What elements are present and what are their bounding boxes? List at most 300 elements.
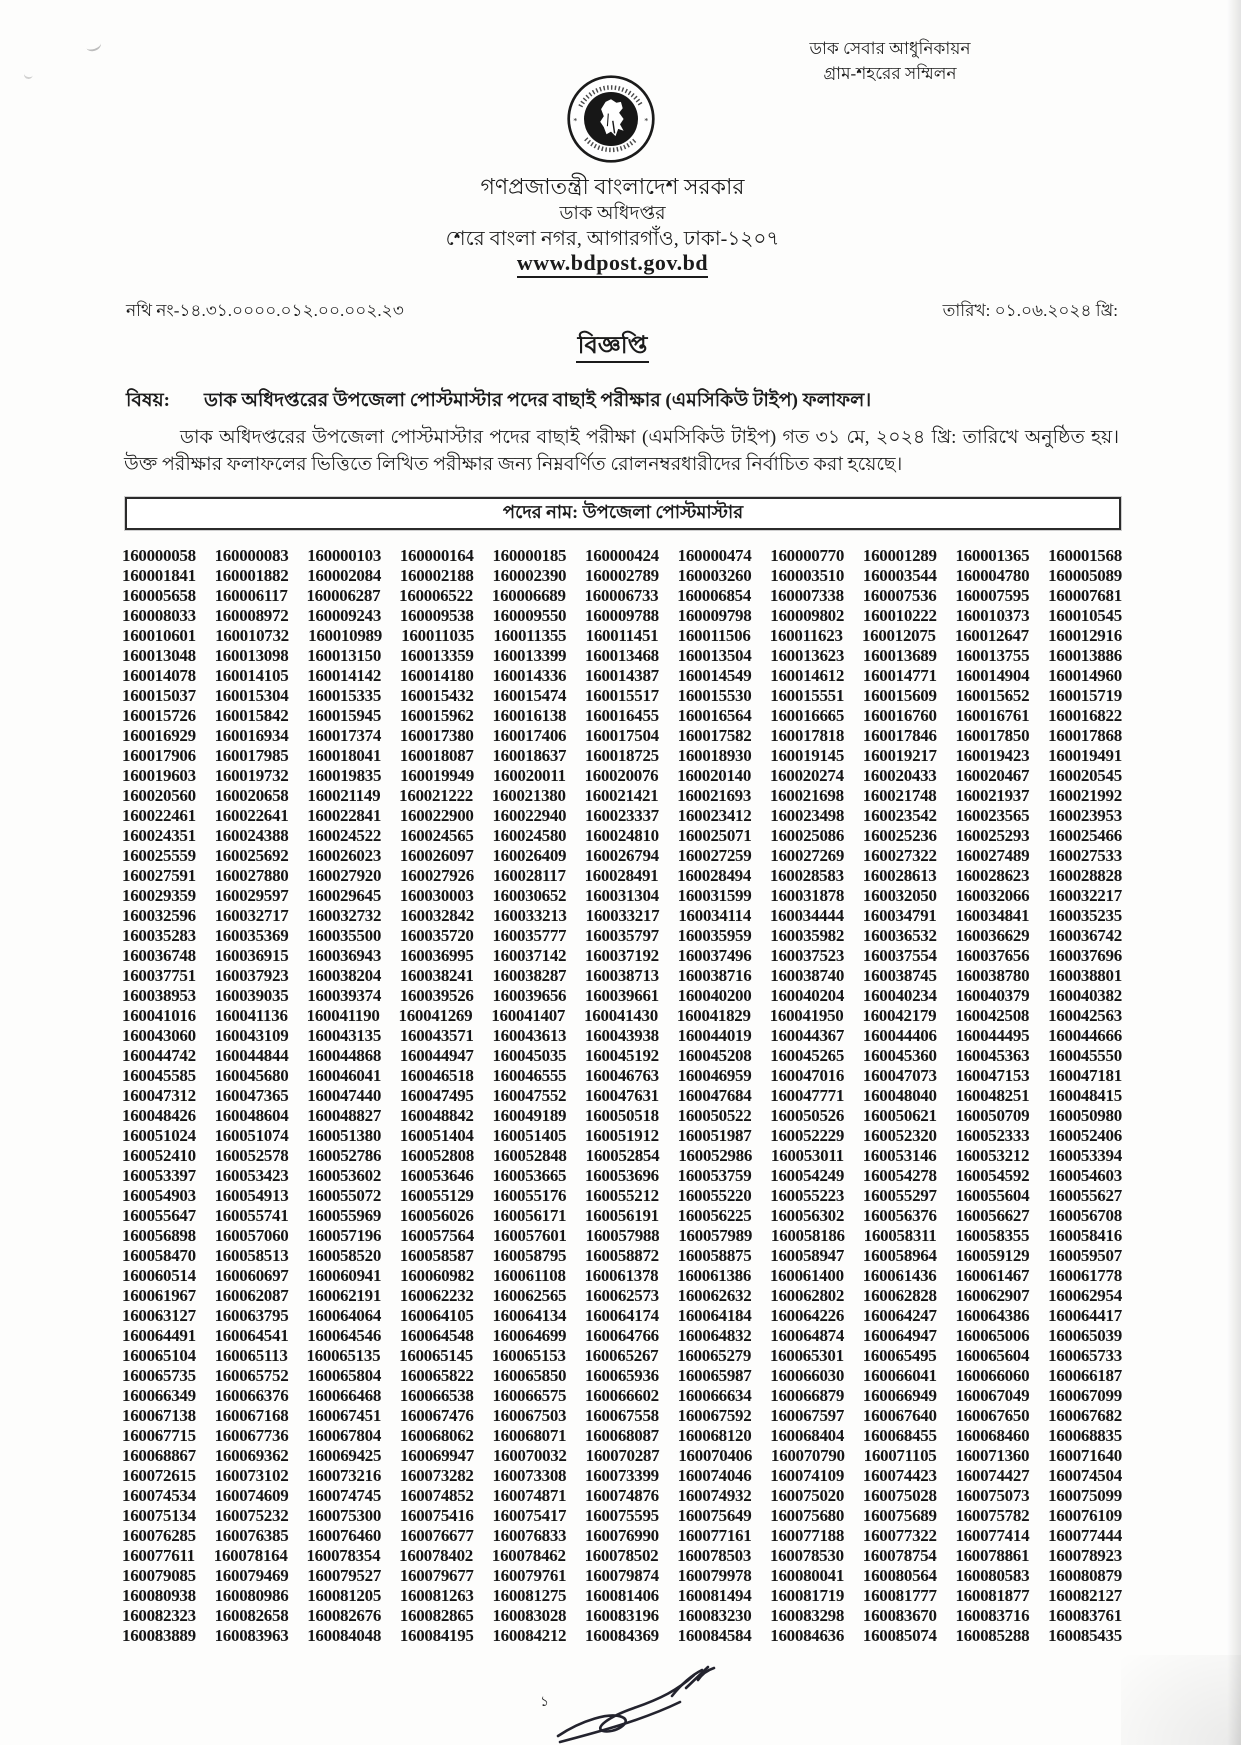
roll-number: 160025466 [1048, 826, 1122, 845]
roll-number: 160080041 [770, 1566, 845, 1585]
roll-number: 160019835 [307, 766, 382, 785]
roll-number: 160020467 [955, 766, 1030, 785]
roll-number: 160048842 [399, 1106, 474, 1125]
government-seal-logo [566, 74, 656, 164]
roll-number: 160079874 [585, 1566, 659, 1585]
roll-number: 160080938 [122, 1586, 196, 1605]
roll-number: 160067640 [862, 1406, 937, 1425]
roll-number: 160051024 [122, 1126, 196, 1145]
roll-number: 160030003 [399, 886, 474, 905]
roll-number: 160067099 [1048, 1386, 1122, 1405]
roll-number: 160021380 [491, 786, 566, 805]
roll-number: 160006117 [214, 586, 288, 605]
roll-number: 160057989 [678, 1226, 753, 1245]
roll-number: 160065279 [677, 1346, 752, 1365]
roll-row [122, 726, 1122, 746]
roll-number: 160018725 [585, 746, 659, 765]
stray-pen-mark [23, 69, 34, 80]
roll-number: 160078402 [399, 1546, 473, 1565]
roll-number: 160020011 [492, 766, 566, 785]
roll-number: 160046041 [307, 1066, 382, 1085]
roll-number: 160065987 [677, 1366, 752, 1385]
roll-number: 160083230 [677, 1606, 752, 1625]
roll-number: 160036943 [307, 946, 382, 965]
roll-number: 160083028 [492, 1606, 567, 1625]
roll-number: 160041190 [306, 1006, 380, 1025]
roll-number: 160081719 [770, 1586, 845, 1605]
roll-row [122, 1166, 1122, 1186]
roll-number: 160052986 [678, 1146, 753, 1165]
roll-number: 160058947 [770, 1246, 845, 1265]
roll-row [122, 566, 1122, 586]
roll-row [122, 826, 1122, 846]
roll-number: 160015945 [307, 706, 382, 725]
roll-number: 160080879 [1048, 1566, 1122, 1585]
roll-number: 160044868 [307, 1046, 382, 1065]
roll-number: 160057196 [307, 1226, 382, 1245]
roll-number: 160054913 [214, 1186, 289, 1205]
roll-number: 160038204 [307, 966, 382, 985]
roll-number: 160064491 [122, 1326, 196, 1345]
roll-number: 160064174 [585, 1306, 659, 1325]
roll-number: 160024810 [585, 826, 659, 845]
roll-number: 160058875 [677, 1246, 752, 1265]
roll-number: 160025086 [770, 826, 845, 845]
roll-number: 160064541 [214, 1326, 289, 1345]
roll-number: 160002084 [307, 566, 382, 585]
roll-number: 160082323 [122, 1606, 196, 1625]
roll-number: 160001289 [862, 546, 937, 565]
roll-number: 160015335 [307, 686, 382, 705]
roll-number: 160082676 [307, 1606, 382, 1625]
roll-row [122, 546, 1122, 566]
roll-number: 160061400 [769, 1266, 844, 1285]
roll-number: 160064184 [677, 1306, 752, 1325]
roll-number: 160000058 [122, 546, 196, 565]
postal-tagline [740, 36, 1040, 86]
roll-number: 160020076 [584, 766, 659, 785]
roll-number: 160022641 [214, 806, 289, 825]
roll-number: 160074423 [862, 1466, 937, 1485]
roll-number: 160011451 [585, 626, 659, 645]
roll-number: 160078462 [491, 1546, 566, 1565]
roll-number: 160047153 [955, 1066, 1030, 1085]
roll-number: 160020545 [1048, 766, 1122, 785]
roll-number: 160066575 [492, 1386, 567, 1405]
roll-number: 160052406 [1048, 1126, 1122, 1145]
roll-number: 160025293 [955, 826, 1030, 845]
roll-row [122, 1626, 1122, 1646]
roll-number: 160019732 [214, 766, 289, 785]
roll-number: 160083716 [955, 1606, 1030, 1625]
roll-number: 160036629 [955, 926, 1030, 945]
roll-number: 160027920 [307, 866, 382, 885]
roll-number: 160075649 [677, 1506, 752, 1525]
roll-number: 160066349 [122, 1386, 196, 1405]
roll-number: 160036915 [214, 946, 289, 965]
roll-number: 160000185 [492, 546, 567, 565]
roll-number: 160036748 [122, 946, 196, 965]
roll-number: 160085288 [955, 1626, 1030, 1645]
website-url: www.bdpost.gov.bd [517, 250, 708, 278]
roll-number: 160053696 [585, 1166, 659, 1185]
roll-number: 160064105 [399, 1306, 474, 1325]
roll-number: 160073102 [214, 1466, 289, 1485]
roll-row [122, 1526, 1122, 1546]
roll-number: 160053146 [862, 1146, 937, 1165]
roll-number: 160045680 [214, 1066, 289, 1085]
roll-number: 160041269 [398, 1006, 473, 1025]
roll-number: 160074046 [677, 1466, 752, 1485]
roll-number: 160017985 [214, 746, 289, 765]
roll-number: 160003544 [862, 566, 937, 585]
roll-number: 160015609 [862, 686, 937, 705]
roll-number: 160043613 [492, 1026, 567, 1045]
roll-number: 160065006 [955, 1326, 1030, 1345]
roll-number: 160085074 [862, 1626, 937, 1645]
roll-number: 160023953 [1048, 806, 1122, 825]
roll-number: 160085435 [1048, 1626, 1122, 1645]
roll-number: 160055176 [492, 1186, 567, 1205]
roll-row [122, 846, 1122, 866]
roll-row [122, 1466, 1122, 1486]
roll-number: 160079677 [399, 1566, 474, 1585]
roll-number: 160052578 [214, 1146, 289, 1165]
roll-number: 160065135 [306, 1346, 381, 1365]
roll-number: 160054603 [1048, 1166, 1122, 1185]
roll-number: 160038716 [677, 966, 752, 985]
government-name: গণপ্রজাতন্ত্রী বাংলাদেশ সরকার [480, 174, 745, 199]
roll-number: 160044019 [677, 1026, 752, 1045]
roll-number: 160017868 [1048, 726, 1122, 745]
roll-number: 160042179 [862, 1006, 937, 1025]
roll-number: 160067049 [955, 1386, 1030, 1405]
roll-number: 160061386 [677, 1266, 752, 1285]
roll-number: 160031878 [770, 886, 845, 905]
roll-number: 160057601 [492, 1226, 567, 1245]
roll-number: 160068867 [122, 1446, 196, 1465]
roll-number: 160025236 [862, 826, 937, 845]
roll-number: 160009798 [677, 606, 752, 625]
roll-number: 160048604 [214, 1106, 289, 1125]
roll-number: 160056026 [399, 1206, 474, 1225]
roll-number: 160014904 [955, 666, 1030, 685]
roll-row [122, 1126, 1122, 1146]
roll-number: 160069947 [400, 1446, 474, 1465]
roll-number: 160068460 [955, 1426, 1030, 1445]
roll-number: 160017906 [122, 746, 196, 765]
roll-number: 160051404 [399, 1126, 474, 1145]
roll-number: 160058520 [307, 1246, 382, 1265]
roll-number: 160068455 [862, 1426, 937, 1445]
roll-number: 160027322 [862, 846, 937, 865]
roll-number: 160067804 [307, 1426, 382, 1445]
roll-number: 160028494 [677, 866, 752, 885]
roll-row [122, 686, 1122, 706]
roll-number: 160084584 [677, 1626, 752, 1645]
roll-number: 160026409 [492, 846, 567, 865]
roll-number: 160064134 [492, 1306, 567, 1325]
roll-number: 160071105 [863, 1446, 937, 1465]
roll-number: 160024351 [122, 826, 196, 845]
roll-number: 160064247 [862, 1306, 937, 1325]
roll-number: 160028583 [769, 866, 844, 885]
roll-number: 160038953 [122, 986, 196, 1005]
roll-number: 160035720 [399, 926, 474, 945]
roll-number: 160052786 [307, 1146, 382, 1165]
roll-number: 160045192 [585, 1046, 659, 1065]
roll-number: 160038287 [492, 966, 567, 985]
roll-number: 160078502 [584, 1546, 659, 1565]
roll-number: 160022940 [492, 806, 567, 825]
roll-number: 160069362 [214, 1446, 289, 1465]
body-paragraph: ডাক অধিদপ্তরের উপজেলা পোস্টমাস্টার পদের বাছাই পরীক্ষা (এমসিকিউ টাইপ) গত ৩১ মে, ২০২৪ খ্রি: তারিখে অনুষ্ঠিত হয়। উক্ত পরীক্ষার ফলাফলের ভিত্তিতে লিখিত পরীক্ষার জন্য নিম্নবর্ণিত রোলনম্বরধারীদের নির্বাচিত করা হয়েছে। [124, 427, 1119, 475]
roll-number: 160064947 [862, 1326, 937, 1345]
roll-number: 160038740 [770, 966, 845, 985]
roll-number: 160064386 [955, 1306, 1030, 1325]
roll-number: 160016929 [122, 726, 196, 745]
roll-number: 160055741 [214, 1206, 289, 1225]
roll-number: 160013359 [399, 646, 474, 665]
roll-number: 160078530 [769, 1546, 844, 1565]
roll-number: 160037142 [492, 946, 567, 965]
roll-number: 160021149 [307, 786, 381, 805]
roll-number: 160016138 [492, 706, 567, 725]
roll-number: 160025559 [122, 846, 196, 865]
roll-number: 160037192 [585, 946, 659, 965]
roll-number: 160074852 [399, 1486, 474, 1505]
roll-number: 160014142 [307, 666, 382, 685]
roll-number: 160083670 [862, 1606, 937, 1625]
roll-number: 160036995 [399, 946, 474, 965]
roll-number: 160060697 [214, 1266, 289, 1285]
roll-number: 160034841 [955, 906, 1030, 925]
roll-number: 160015726 [122, 706, 196, 725]
roll-number: 160066538 [399, 1386, 474, 1405]
roll-row [122, 1146, 1122, 1166]
roll-number: 160056627 [955, 1206, 1030, 1225]
roll-number: 160032050 [862, 886, 937, 905]
roll-number: 160013689 [862, 646, 937, 665]
roll-number: 160058311 [863, 1226, 937, 1245]
roll-number: 160055647 [122, 1206, 196, 1225]
stray-pen-mark [85, 38, 103, 53]
roll-row [122, 1506, 1122, 1526]
roll-number: 160057988 [585, 1226, 660, 1245]
roll-row [122, 1566, 1122, 1586]
roll-number: 160032596 [122, 906, 196, 925]
roll-number: 160009802 [770, 606, 845, 625]
roll-number: 160023412 [677, 806, 752, 825]
roll-number: 160083963 [214, 1626, 289, 1645]
subject-row [126, 386, 1118, 418]
roll-number: 160062565 [492, 1286, 567, 1305]
roll-number: 160026023 [307, 846, 382, 865]
roll-number: 160075134 [122, 1506, 196, 1525]
roll-number: 160053212 [955, 1146, 1030, 1165]
roll-number: 160084212 [492, 1626, 567, 1645]
roll-number: 160076460 [307, 1526, 382, 1545]
roll-number: 160020433 [862, 766, 937, 785]
roll-number: 160075099 [1048, 1486, 1122, 1505]
roll-number: 160044947 [399, 1046, 474, 1065]
roll-number: 160040379 [955, 986, 1030, 1005]
roll-number: 160076109 [1048, 1506, 1122, 1525]
roll-number: 160075782 [955, 1506, 1030, 1525]
roll-number: 160082127 [1048, 1586, 1122, 1605]
roll-number: 160061967 [122, 1286, 196, 1305]
roll-number: 160053423 [214, 1166, 289, 1185]
roll-row [122, 786, 1122, 806]
roll-number: 160078164 [213, 1546, 288, 1565]
roll-number: 160046959 [677, 1066, 752, 1085]
roll-number: 160037751 [122, 966, 196, 985]
roll-number: 160048251 [955, 1086, 1030, 1105]
roll-number: 160079469 [214, 1566, 289, 1585]
roll-row [122, 1106, 1122, 1126]
roll-number: 160015432 [399, 686, 474, 705]
roll-number: 160046763 [585, 1066, 659, 1085]
roll-number: 160013399 [492, 646, 567, 665]
roll-number: 160028117 [492, 866, 566, 885]
roll-number: 160055212 [585, 1186, 659, 1205]
roll-number: 160005658 [122, 586, 196, 605]
roll-number: 160039661 [585, 986, 659, 1005]
roll-number: 160031304 [585, 886, 659, 905]
roll-number: 160075680 [770, 1506, 845, 1525]
roll-number: 160071360 [955, 1446, 1030, 1465]
roll-number: 160066030 [770, 1366, 845, 1385]
roll-row [122, 806, 1122, 826]
roll-number: 160067168 [214, 1406, 289, 1425]
roll-number: 160037696 [1048, 946, 1122, 965]
scan-shadow-corner [1121, 1655, 1241, 1745]
roll-number: 160045035 [492, 1046, 567, 1065]
roll-number: 160007681 [1048, 586, 1122, 605]
roll-row [122, 1486, 1122, 1506]
roll-number: 160074109 [770, 1466, 845, 1485]
roll-number: 160025071 [677, 826, 752, 845]
roll-number: 160006522 [399, 586, 473, 605]
roll-number: 160038780 [955, 966, 1030, 985]
roll-number: 160009243 [307, 606, 382, 625]
roll-number: 160072615 [122, 1466, 196, 1485]
roll-number: 160075595 [585, 1506, 659, 1525]
roll-row [122, 1086, 1122, 1106]
roll-number: 160058355 [955, 1226, 1030, 1245]
roll-number: 160052333 [955, 1126, 1030, 1145]
roll-number: 160011506 [677, 626, 751, 645]
roll-number: 160049189 [492, 1106, 567, 1125]
roll-number: 160016665 [770, 706, 845, 725]
roll-number: 160082865 [399, 1606, 474, 1625]
roll-number: 160074745 [307, 1486, 382, 1505]
roll-number: 160018087 [399, 746, 474, 765]
roll-number: 160083889 [122, 1626, 196, 1645]
roll-number: 160043060 [122, 1026, 196, 1045]
roll-number: 160065153 [491, 1346, 566, 1365]
roll-number: 160074876 [585, 1486, 659, 1505]
roll-number: 160053759 [677, 1166, 752, 1185]
roll-number: 160014105 [214, 666, 289, 685]
roll-number: 160052410 [122, 1146, 196, 1165]
roll-number: 160055220 [677, 1186, 752, 1205]
roll-row [122, 1186, 1122, 1206]
roll-number: 160020274 [769, 766, 844, 785]
roll-number: 160053394 [1048, 1146, 1122, 1165]
roll-number: 160052848 [492, 1146, 567, 1165]
roll-number: 160016822 [1048, 706, 1122, 725]
website-line [0, 250, 1225, 276]
roll-number: 160037523 [770, 946, 845, 965]
roll-number: 160041407 [491, 1006, 566, 1025]
roll-number: 160065733 [1048, 1346, 1122, 1365]
roll-row [122, 1446, 1122, 1466]
roll-number: 160061436 [862, 1266, 937, 1285]
roll-number: 160035797 [585, 926, 659, 945]
roll-number: 160047495 [399, 1086, 474, 1105]
roll-number: 160051405 [492, 1126, 567, 1145]
roll-number: 160044406 [862, 1026, 937, 1045]
roll-number: 160037496 [677, 946, 752, 965]
roll-number: 160044367 [770, 1026, 845, 1045]
roll-number: 160055072 [307, 1186, 382, 1205]
roll-row [122, 1426, 1122, 1446]
roll-number: 160058416 [1048, 1226, 1122, 1245]
roll-number: 160011035 [401, 626, 475, 645]
roll-number: 160047771 [770, 1086, 845, 1105]
roll-number: 160081494 [677, 1586, 752, 1605]
roll-number: 160010989 [308, 626, 382, 645]
roll-number: 160062573 [585, 1286, 659, 1305]
roll-number: 160063795 [214, 1306, 289, 1325]
roll-number: 160064832 [677, 1326, 752, 1345]
roll-number: 160065495 [862, 1346, 937, 1365]
roll-number: 160074534 [122, 1486, 196, 1505]
roll-number: 160080986 [214, 1586, 289, 1605]
roll-number: 160067597 [770, 1406, 845, 1425]
roll-number: 160007595 [955, 586, 1030, 605]
roll-number: 160076285 [122, 1526, 196, 1545]
roll-number: 160064874 [770, 1326, 845, 1345]
roll-number: 160031599 [677, 886, 752, 905]
roll-number: 160017406 [492, 726, 567, 745]
roll-number: 160084636 [770, 1626, 845, 1645]
roll-number: 160079085 [122, 1566, 196, 1585]
roll-number: 160017846 [862, 726, 937, 745]
roll-number: 160064546 [307, 1326, 382, 1345]
roll-number: 160067592 [677, 1406, 752, 1425]
roll-number: 160003260 [677, 566, 752, 585]
roll-number: 160068404 [770, 1426, 845, 1445]
roll-number: 160028613 [862, 866, 937, 885]
roll-number: 160047181 [1048, 1066, 1122, 1085]
roll-number: 160065267 [584, 1346, 659, 1365]
roll-number: 160062632 [677, 1286, 752, 1305]
roll-number: 160035982 [770, 926, 845, 945]
roll-number: 160052229 [770, 1126, 845, 1145]
roll-number: 160032066 [955, 886, 1030, 905]
roll-number: 160061378 [584, 1266, 659, 1285]
roll-number: 160001882 [214, 566, 289, 585]
roll-number: 160024580 [492, 826, 567, 845]
roll-number: 160033217 [585, 906, 660, 925]
roll-number: 160065301 [769, 1346, 844, 1365]
roll-number: 160075689 [862, 1506, 937, 1525]
roll-number: 160056708 [1048, 1206, 1122, 1225]
roll-number: 160084195 [399, 1626, 474, 1645]
roll-number: 160051912 [585, 1126, 659, 1145]
